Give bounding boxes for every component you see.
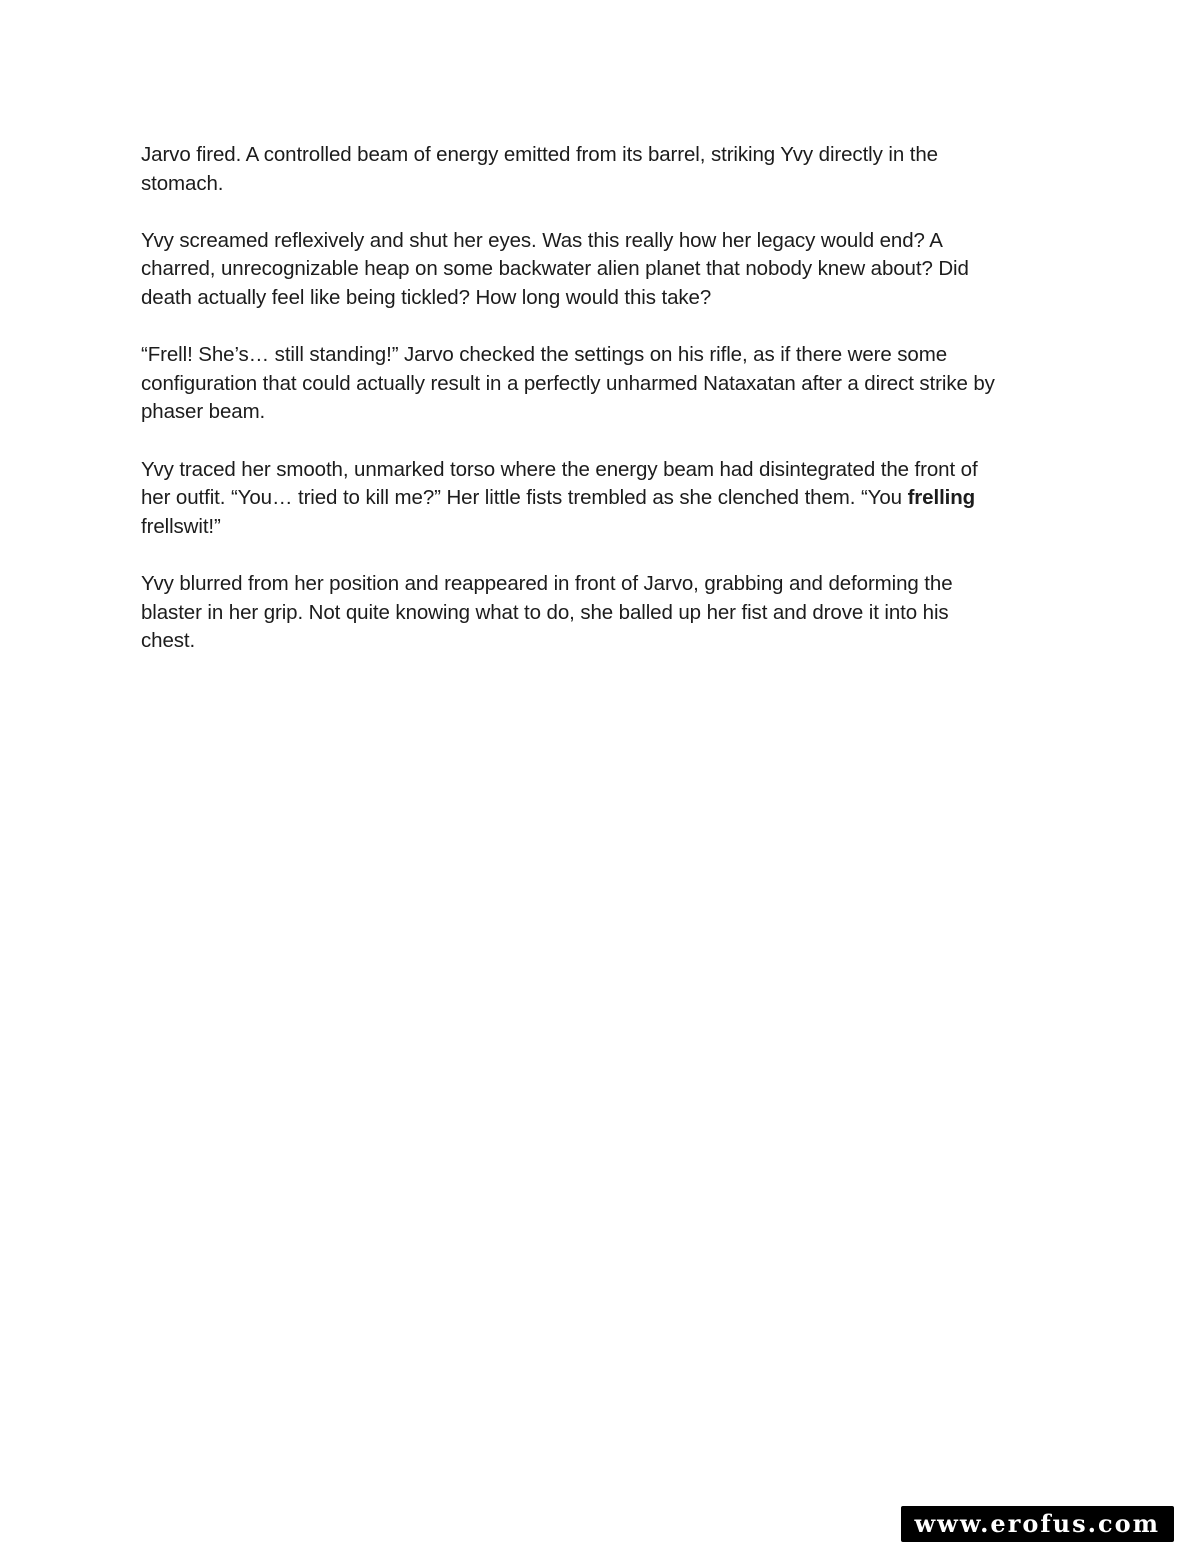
- paragraph-5: Yvy blurred from her position and reappeared in front of Jarvo, grabbing and deforming the blaster in her grip. Not quite knowing what to do, she balled up her fist and drove it into his chest.: [141, 571, 953, 653]
- paragraph-3: “Frell! She’s… still standing!” Jarvo checked the settings on his rifle, as if there were some configuration that could actually result in a perfectly unharmed Nataxatan after a direct strike by phaser beam.: [141, 343, 995, 424]
- watermark: www.erofus.com: [901, 1506, 1175, 1542]
- paragraph-2: Yvy screamed reflexively and shut her eyes. Was this really how her legacy would end? A charred, unrecognizable heap on some backwater alien planet that nobody knew about? Did death actually feel like being tickled? How long would this take?: [141, 228, 969, 309]
- paragraph-4-text-end: frellswit!”: [141, 514, 221, 538]
- paragraph-4-text-start: Yvy traced her smooth, unmarked torso where the energy beam had disintegrated the front of her outfit. “You… tried to kill me?” Her little fists trembled as she clenched them. “You: [141, 457, 978, 510]
- document-body: [141, 141, 1056, 684]
- paragraph-1: Jarvo fired. A controlled beam of energy emitted from its barrel, striking Yvy directly in the stomach.: [141, 143, 938, 195]
- paragraph-4: [141, 456, 1056, 542]
- paragraph-4-bold-word: frelling: [907, 486, 976, 510]
